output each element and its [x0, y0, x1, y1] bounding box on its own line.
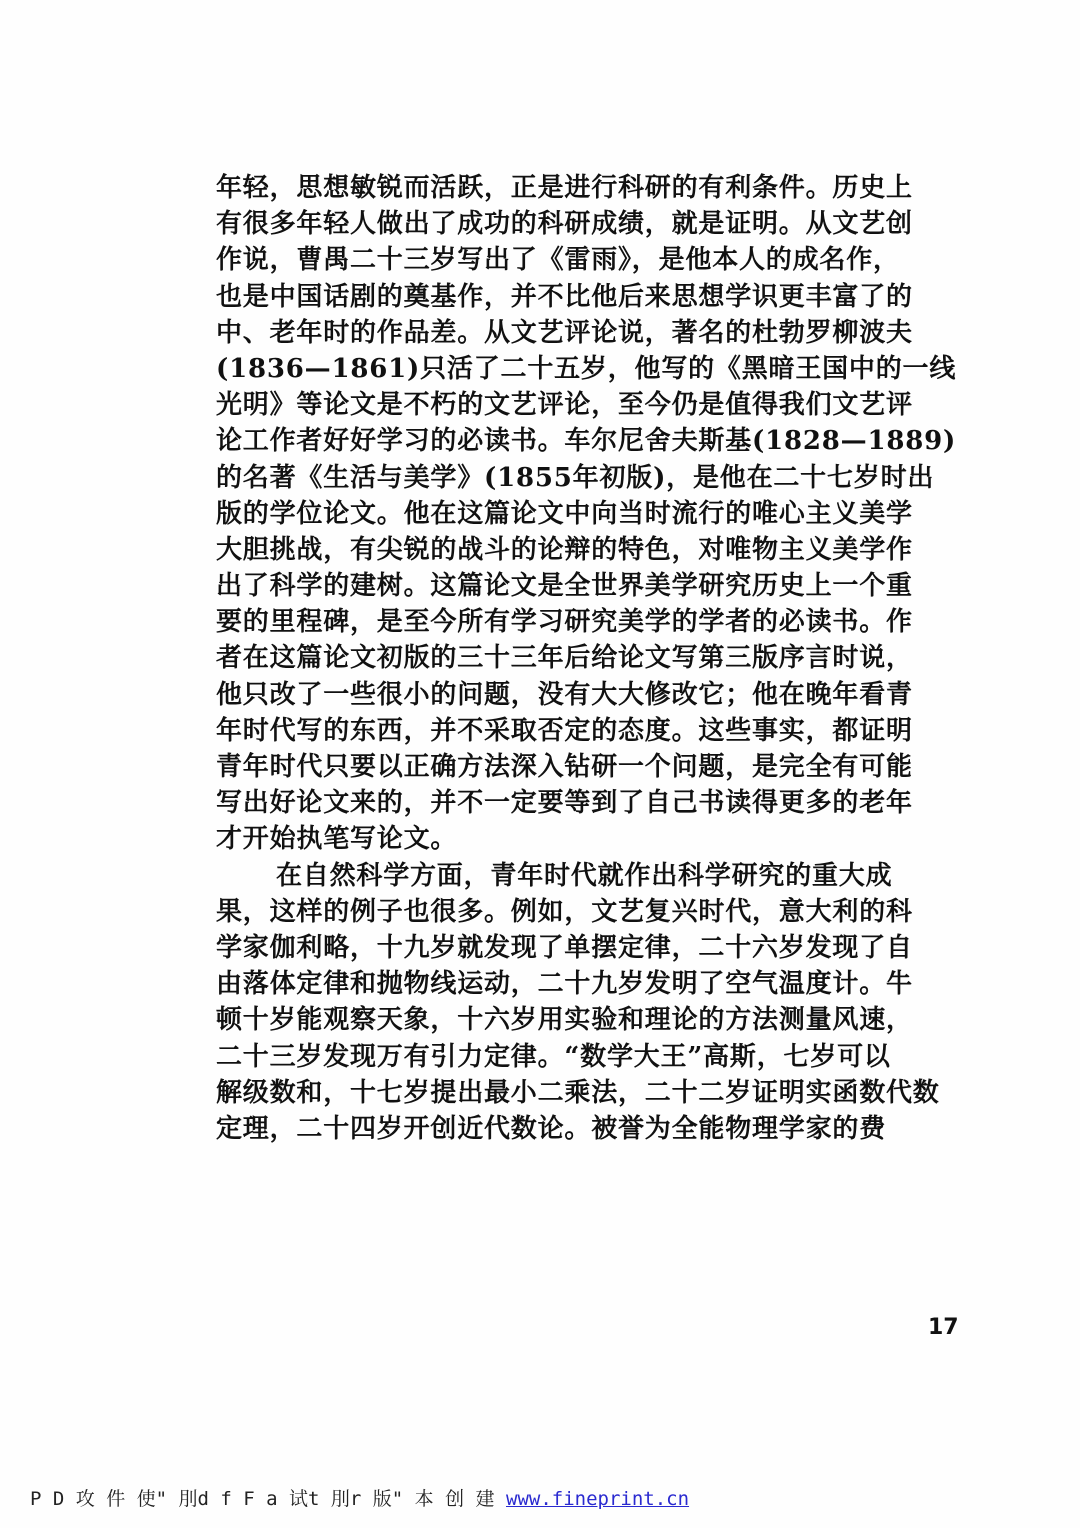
text-line: 中、老年时的作品差。从文艺评论说，著名的杜勃罗柳波夫 — [216, 317, 913, 348]
text-line: 年时代写的东西，并不采取否定的态度。这些事实，都证明 — [216, 715, 913, 746]
text-line: 写出好论文来的，并不一定要等到了自己书读得更多的老年 — [216, 788, 913, 819]
text-line: 也是中国话剧的奠基作，并不比他后来思想学识更丰富了的 — [216, 281, 913, 312]
text-line: 顿十岁能观察天象，十六岁用实验和理论的方法测量风速， — [216, 1005, 913, 1036]
text-line: 青年时代只要以正确方法深入钻研一个问题，是完全有可能 — [216, 752, 913, 782]
text-line: 年轻，思想敏锐而活跃，正是进行科研的有利条件。历史上 — [216, 173, 913, 203]
watermark — [30, 1484, 689, 1511]
text-line: 果，这样的例子也很多。例如，文艺复兴时代，意大利的科 — [216, 896, 913, 927]
text-line: 要的里程碑，是至今所有学习研究美学的学者的必读书。作 — [216, 607, 913, 638]
text-line: 作说，曹禺二十三岁写出了《雷雨》，是他本人的成名作， — [216, 245, 900, 276]
text-line: 定理，二十四岁开创近代数论。被誉为全能物理学家的费 — [216, 1113, 887, 1144]
text-line: 有很多年轻人做出了成功的科研成绩，就是证明。从文艺创 — [216, 209, 913, 240]
text-line: 光明》等论文是不朽的文艺评论，至今仍是值得我们文艺评 — [216, 390, 913, 421]
text-line: 二十三岁发现万有引力定律。“数学大王”高斯，七岁可以 — [216, 1041, 891, 1072]
text-line: 才开始执笔写论文。 — [216, 824, 458, 855]
text-line: 版的学位论文。他在这篇论文中向当时流行的唯心主义美学 — [216, 498, 913, 529]
paragraph-first-line: 在自然科学方面，青年时代就作出科学研究的重大成 — [276, 860, 893, 891]
text-line: (1836—1861)只活了二十五岁，他写的《黑暗王国中的一线 — [216, 353, 957, 384]
page-number: 17 — [928, 1315, 959, 1340]
body-text — [216, 170, 986, 1147]
text-line: 论工作者好好学习的必读书。车尔尼舍夫斯基(1828—1889) — [216, 426, 957, 457]
text-line: 由落体定律和抛物线运动，二十九岁发明了空气温度计。牛 — [216, 969, 913, 1000]
text-line: 出了科学的建树。这篇论文是全世界美学研究历史上一个重 — [216, 571, 913, 602]
text-line: 者在这篇论文初版的三十三年后给论文写第三版序言时说， — [216, 643, 913, 674]
text-line: 的名著《生活与美学》(1855年初版)，是他在二十七岁时出 — [216, 462, 935, 493]
text-line: 他只改了一些很小的问题，没有大大修改它；他在晚年看青 — [216, 679, 913, 710]
watermark-link[interactable]: www.fineprint.cn — [506, 1488, 690, 1510]
text-line: 大胆挑战，有尖锐的战斗的论辩的特色，对唯物主义美学作 — [216, 534, 913, 565]
text-line: 学家伽利略，十九岁就发现了单摆定律，二十六岁发现了自 — [216, 932, 913, 963]
text-line: 解级数和，十七岁提出最小二乘法，二十二岁证明实函数代数 — [216, 1077, 940, 1108]
watermark-prefix: P D 攻 件 使" 刖d f F a 试t 刖r 版" 本 创 建 — [30, 1488, 495, 1510]
